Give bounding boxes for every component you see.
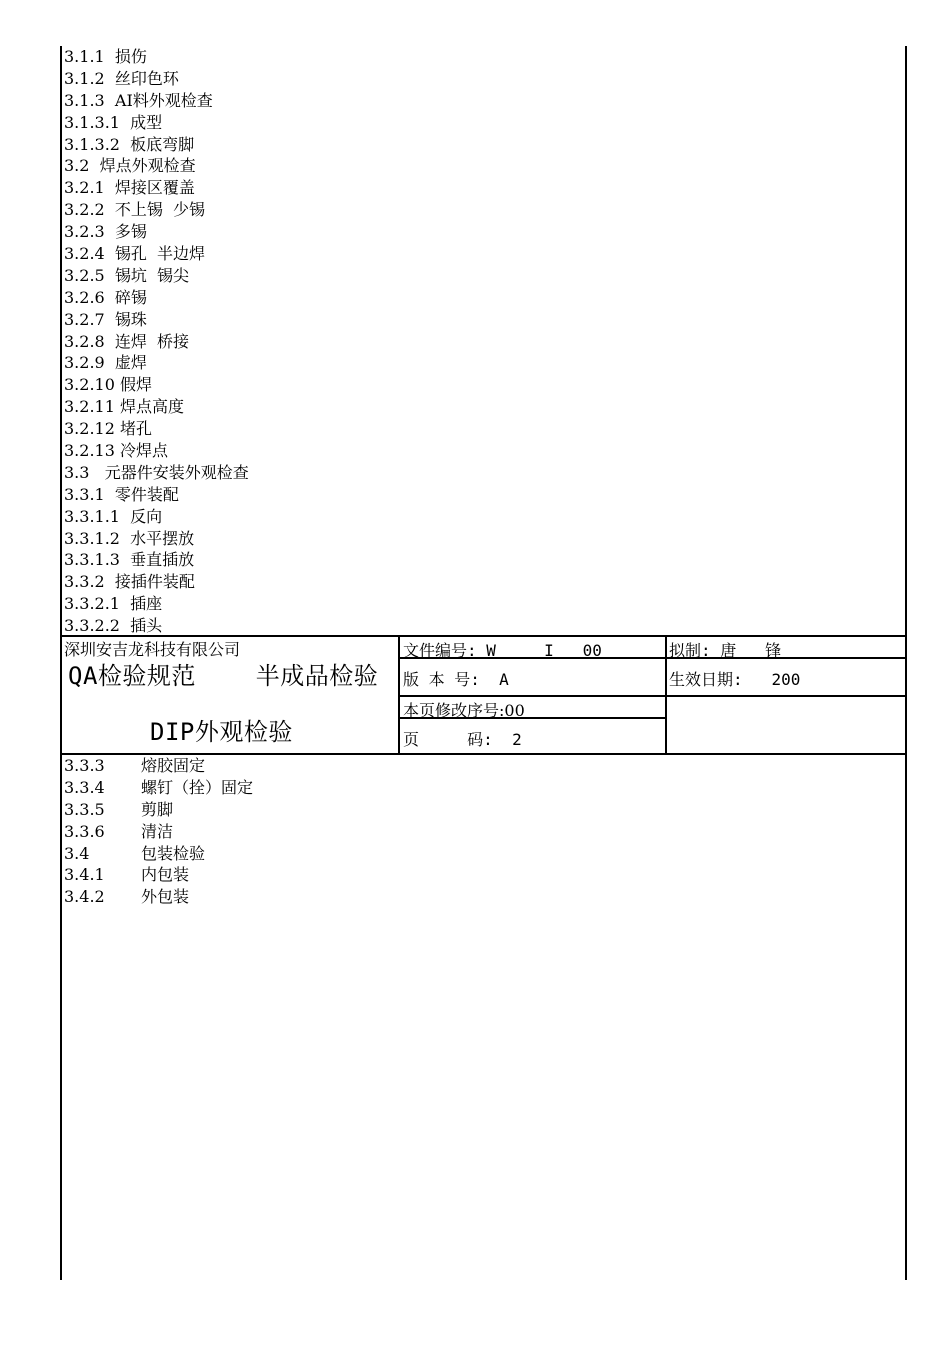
toc-item <box>64 886 253 908</box>
left-border <box>60 46 62 1280</box>
toc-item: 3.2.3 多锡 <box>64 222 147 242</box>
toc-text: 外包装 <box>141 887 190 907</box>
toc-item: 3.3 元器件安装外观检查 <box>64 462 249 482</box>
header-col-divider-2 <box>665 635 667 754</box>
toc-number: 3.4 <box>64 843 90 863</box>
toc-item <box>64 821 253 843</box>
toc-item: 3.2.8 连焊 桥接 <box>64 331 190 351</box>
toc-item <box>64 755 253 777</box>
author: 拟制: 唐 锋 <box>669 641 782 660</box>
toc-text: 剪脚 <box>141 799 174 819</box>
toc-text: 包装检验 <box>141 843 206 863</box>
toc-item: 3.1.1 损伤 <box>64 47 147 66</box>
toc-item: 3.3.1 零件装配 <box>64 484 179 504</box>
document-title: QA检验规范 半成品检验 <box>68 662 379 690</box>
toc-text: 熔胶固定 <box>141 756 206 775</box>
toc-item: 3.2.1 焊接区覆盖 <box>64 178 195 198</box>
toc-item <box>64 864 253 886</box>
toc-item: 3.2.7 锡珠 <box>64 309 147 329</box>
toc-item: 3.2.5 锡坑 锡尖 <box>64 265 190 285</box>
version: 版 本 号: A <box>403 670 509 689</box>
toc-item: 3.3.1.2 水平摆放 <box>64 528 195 548</box>
toc-item: 3.1.2 丝印色环 <box>64 68 179 88</box>
toc-item: 3.2.11 焊点高度 <box>64 397 184 417</box>
toc-item: 3.2.13 冷焊点 <box>64 441 168 461</box>
toc-item: 3.2.10 假焊 <box>64 375 152 395</box>
toc-number: 3.3.6 <box>64 821 105 841</box>
document-subtitle: DIP外观检验 <box>150 718 293 746</box>
header-row2-rule-mid <box>398 695 906 697</box>
toc-item <box>64 777 253 799</box>
toc-number: 3.3.5 <box>64 799 105 819</box>
toc-item <box>64 843 253 865</box>
toc-list-part1 <box>64 46 249 637</box>
toc-number: 3.3.3 <box>64 756 105 775</box>
doc-number: 文件编号: W I 00 <box>403 641 602 660</box>
header-col-divider-1 <box>398 635 400 754</box>
toc-item: 3.2.2 不上锡 少锡 <box>64 200 206 220</box>
toc-item: 3.1.3.1 成型 <box>64 112 163 132</box>
toc-item: 3.2.6 碎锡 <box>64 287 147 307</box>
company-name: 深圳安吉龙科技有限公司 <box>64 640 241 659</box>
toc-item: 3.3.1.1 反向 <box>64 506 163 526</box>
toc-number: 3.4.2 <box>64 887 105 907</box>
toc-text: 螺钉（拴）固定 <box>141 777 254 797</box>
toc-item: 3.2 焊点外观检查 <box>64 156 196 176</box>
toc-item: 3.1.3 AI料外观检查 <box>64 90 213 110</box>
toc-item: 3.2.12 堵孔 <box>64 419 152 439</box>
effective-date: 生效日期: 200 <box>669 670 801 689</box>
toc-item: 3.2.4 锡孔 半边焊 <box>64 244 206 264</box>
revision-number: 本页修改序号:00 <box>403 701 525 720</box>
right-border <box>905 46 907 1280</box>
toc-text: 清洁 <box>141 821 174 841</box>
toc-number: 3.3.4 <box>64 777 105 797</box>
page-number: 页 码: 2 <box>403 730 522 749</box>
toc-item: 3.3.2.1 插座 <box>64 594 163 614</box>
toc-list-part2 <box>64 755 253 908</box>
toc-text: 内包装 <box>141 865 190 885</box>
toc-item: 3.3.1.3 垂直插放 <box>64 550 195 570</box>
toc-item: 3.3.2 接插件装配 <box>64 572 195 592</box>
toc-item: 3.2.9 虚焊 <box>64 353 147 373</box>
toc-item <box>64 799 253 821</box>
toc-item: 3.3.2.2 插头 <box>64 616 163 636</box>
toc-number: 3.4.1 <box>64 865 105 885</box>
toc-item: 3.1.3.2 板底弯脚 <box>64 134 195 154</box>
